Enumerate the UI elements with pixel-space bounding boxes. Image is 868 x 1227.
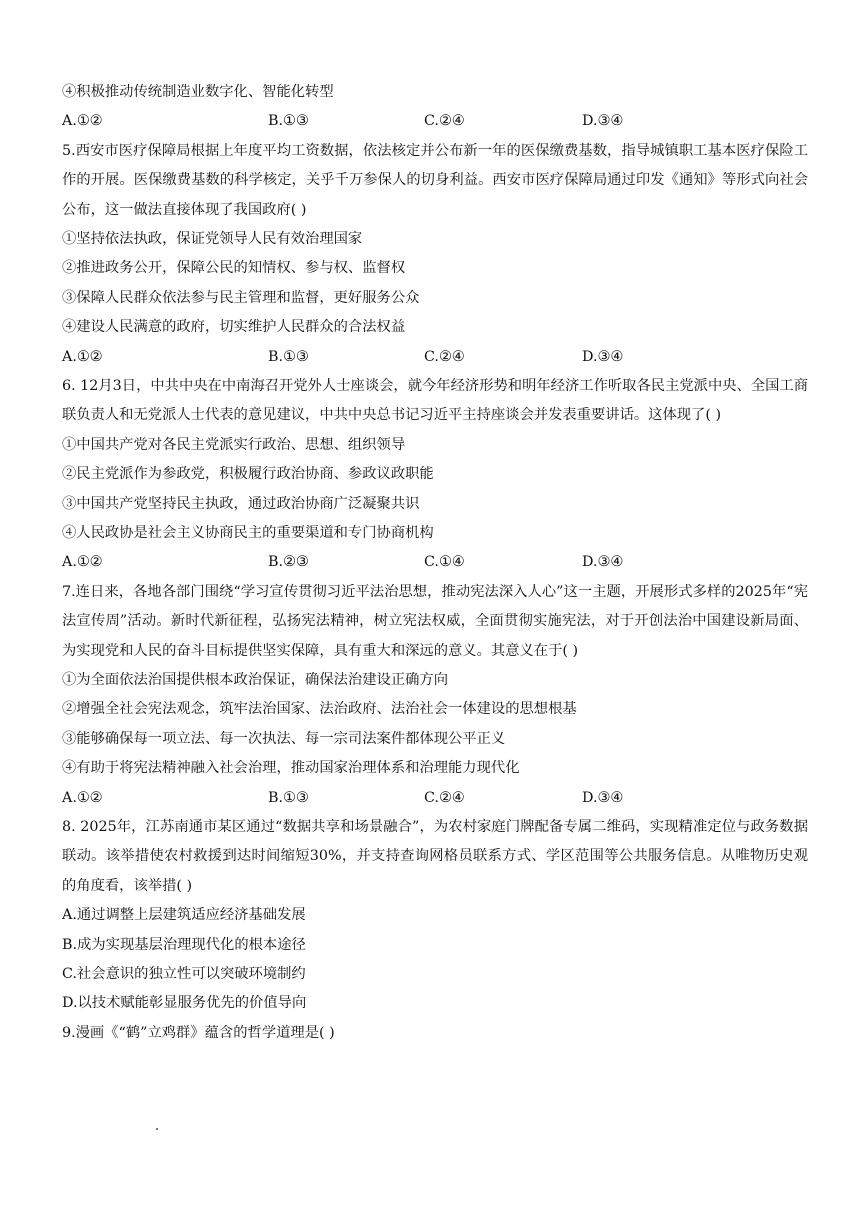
q6-item-3: ③中国共产党坚持民主执政，通过政治协商广泛凝聚共识 bbox=[62, 495, 420, 512]
q5-item-3: ③保障人民群众依法参与民主管理和监督，更好服务公众 bbox=[62, 289, 420, 306]
q5-option-b[interactable]: B.①③ bbox=[268, 348, 309, 365]
q4-option-d[interactable]: D.③④ bbox=[582, 113, 624, 130]
q4-options bbox=[62, 107, 808, 136]
q7-item-4: ④有助于将宪法精神融入社会治理，推动国家治理体系和治理能力现代化 bbox=[62, 760, 520, 777]
q8-choice-a[interactable]: A.通过调整上层建筑适应经济基础发展 bbox=[62, 907, 306, 924]
q5-stem: 5.西安市医疗保障局根据上年度平均工资数据，依法核定并公布新一年的医保缴费基数，指导城镇职工基本医疗保险工作的开展。医保缴费基数的科学核定，关乎千万参保人的切身利益。西安市医疗保障局通过印发《通知》等形式向社会公布，这一做法直接体现了我国政府( ) bbox=[62, 142, 808, 218]
q6-option-d[interactable]: D.③④ bbox=[582, 554, 624, 571]
q5-options bbox=[62, 343, 808, 372]
q6-option-b[interactable]: B.②③ bbox=[268, 554, 309, 571]
q6-item-4: ④人民政协是社会主义协商民主的重要渠道和专门协商机构 bbox=[62, 524, 434, 541]
q7-option-a[interactable]: A.①② bbox=[62, 789, 103, 806]
q9-stem: 9.漫画《“鹤”立鸡群》蕴含的哲学道理是( ) bbox=[62, 1024, 335, 1041]
q7-item-3: ③能够确保每一项立法、每一次执法、每一宗司法案件都体现公平正义 bbox=[62, 730, 506, 747]
q6-option-c[interactable]: C.①④ bbox=[424, 554, 465, 571]
q8-choice-c[interactable]: C.社会意识的独立性可以突破环境制约 bbox=[62, 965, 306, 982]
q5-option-a[interactable]: A.①② bbox=[62, 348, 103, 365]
q7-stem: 7.连日来，各地各部门围绕“学习宣传贯彻习近平法治思想，推动宪法深入人心”这一主题，开展形式多样的2025年“宪法宣传周”活动。新时代新征程，弘扬宪法精神，树立宪法权威，全面贯彻实施宪法，对于开创法治中国建设新局面、为实现党和人民的奋斗目标提供坚实保障，具有重大和深远的意义。其意义在于( ) bbox=[62, 583, 808, 659]
q6-item-2: ②民主党派作为参政党，积极履行政治协商、参政议政职能 bbox=[62, 466, 434, 483]
q6-options bbox=[62, 548, 808, 577]
q6-option-a[interactable]: A.①② bbox=[62, 554, 103, 571]
q4-option-b[interactable]: B.①③ bbox=[268, 113, 309, 130]
q4-option-c[interactable]: C.②④ bbox=[424, 113, 465, 130]
q5-item-1: ①坚持依法执政，保证党领导人民有效治理国家 bbox=[62, 231, 363, 247]
q5-option-d[interactable]: D.③④ bbox=[582, 348, 624, 365]
q7-option-d[interactable]: D.③④ bbox=[582, 789, 624, 806]
q8-choice-b[interactable]: B.成为实现基层治理现代化的根本途径 bbox=[62, 936, 306, 953]
q4-item-4: ④积极推动传统制造业数字化、智能化转型 bbox=[62, 84, 334, 100]
q7-item-1: ①为全面依法治国提供根本政治保证，确保法治建设正确方向 bbox=[62, 671, 449, 688]
page-speck bbox=[156, 1128, 158, 1130]
q7-item-2: ②增强全社会宪法观念，筑牢法治国家、法治政府、法治社会一体建设的思想根基 bbox=[62, 701, 577, 718]
q7-option-c[interactable]: C.②④ bbox=[424, 789, 465, 806]
q7-options bbox=[62, 784, 808, 813]
exam-page bbox=[62, 78, 808, 1048]
q7-option-b[interactable]: B.①③ bbox=[268, 789, 309, 806]
q6-stem: 6. 12月3日，中共中央在中南海召开党外人士座谈会，就今年经济形势和明年经济工作听取各民主党派中央、全国工商联负责人和无党派人士代表的意见建议，中共中央总书记习近平主持座谈会并发表重要讲话。这体现了( ) bbox=[62, 377, 809, 424]
q4-option-a[interactable]: A.①② bbox=[62, 113, 103, 130]
q6-item-1: ①中国共产党对各民主党派实行政治、思想、组织领导 bbox=[62, 436, 406, 453]
q8-choice-d[interactable]: D.以技术赋能彰显服务优先的价值导向 bbox=[62, 995, 307, 1012]
q5-option-c[interactable]: C.②④ bbox=[424, 348, 465, 365]
q5-item-2: ②推进政务公开，保障公民的知情权、参与权、监督权 bbox=[62, 260, 406, 277]
q5-item-4: ④建设人民满意的政府，切实维护人民群众的合法权益 bbox=[62, 319, 406, 336]
q8-stem: 8. 2025年，江苏南通市某区通过“数据共享和场景融合”，为农村家庭门牌配备专属二维码，实现精准定位与政务数据联动。该举措使农村救援到达时间缩短30%，并支持查询网格员联系方式、学区范围等公共服务信息。从唯物历史观的角度看，该举措( ) bbox=[62, 818, 808, 894]
